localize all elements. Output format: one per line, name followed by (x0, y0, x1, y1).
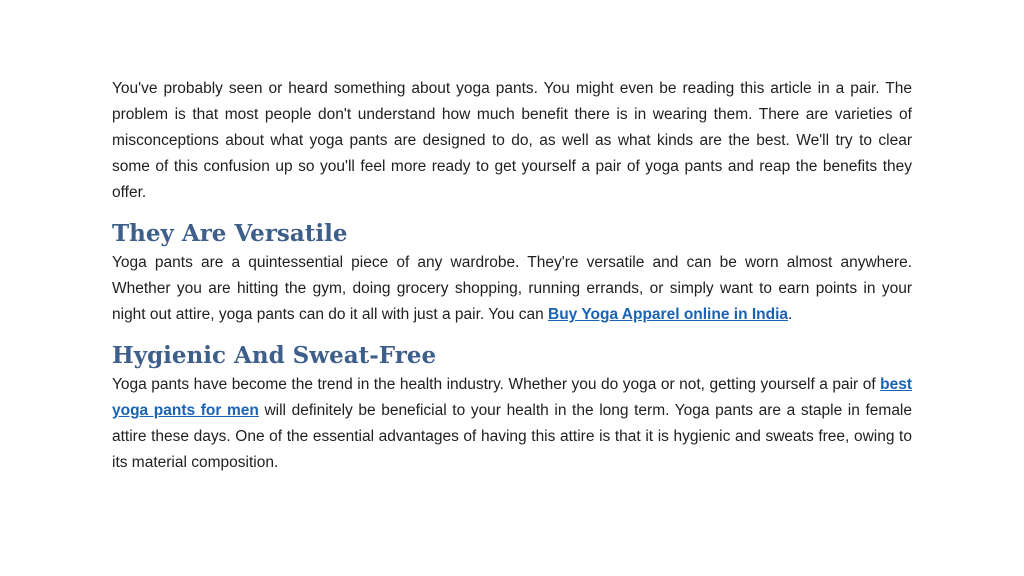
versatile-period: . (788, 306, 793, 323)
section-heading-hygienic: Hygienic And Sweat-Free (112, 342, 437, 369)
hygienic-paragraph (112, 372, 912, 476)
buy-yoga-apparel-link[interactable]: Buy Yoga Apparel online in India (548, 306, 789, 323)
versatile-paragraph (112, 250, 912, 328)
document-page (112, 76, 912, 476)
intro-paragraph: You've probably seen or heard something about yoga pants. You might even be reading this article in a pair. The problem is that most people don't understand how much benefit there is in wearing them. There are varieties of misconceptions about what yoga pants are designed to do, as well as what kinds are the best. We'll try to clear some of this confusion up so you'll feel more ready to get yourself a pair of yoga pants and reap the benefits they offer. (112, 80, 912, 201)
best-yoga-pants-link[interactable]: best yoga pants for men (112, 376, 912, 419)
section-heading-versatile: They Are Versatile (112, 220, 348, 247)
hygienic-text-end: will definitely be beneficial to your health in the long term. Yoga pants are a staple in female attire these days. One of the essential advantages of having this attire is that it is hygienic and sweats free, owing to its material composition. (112, 402, 912, 471)
versatile-text: Yoga pants are a quintessential piece of any wardrobe. They're versatile and can be worn almost anywhere. Whether you are hitting the gym, doing grocery shopping, running errands, or simply want to earn points in your night out attire, yoga pants can do it all with just a pair. You can (112, 254, 912, 323)
hygienic-text-start: Yoga pants have become the trend in the health industry. Whether you do yoga or not, getting yourself a pair of (112, 376, 881, 393)
